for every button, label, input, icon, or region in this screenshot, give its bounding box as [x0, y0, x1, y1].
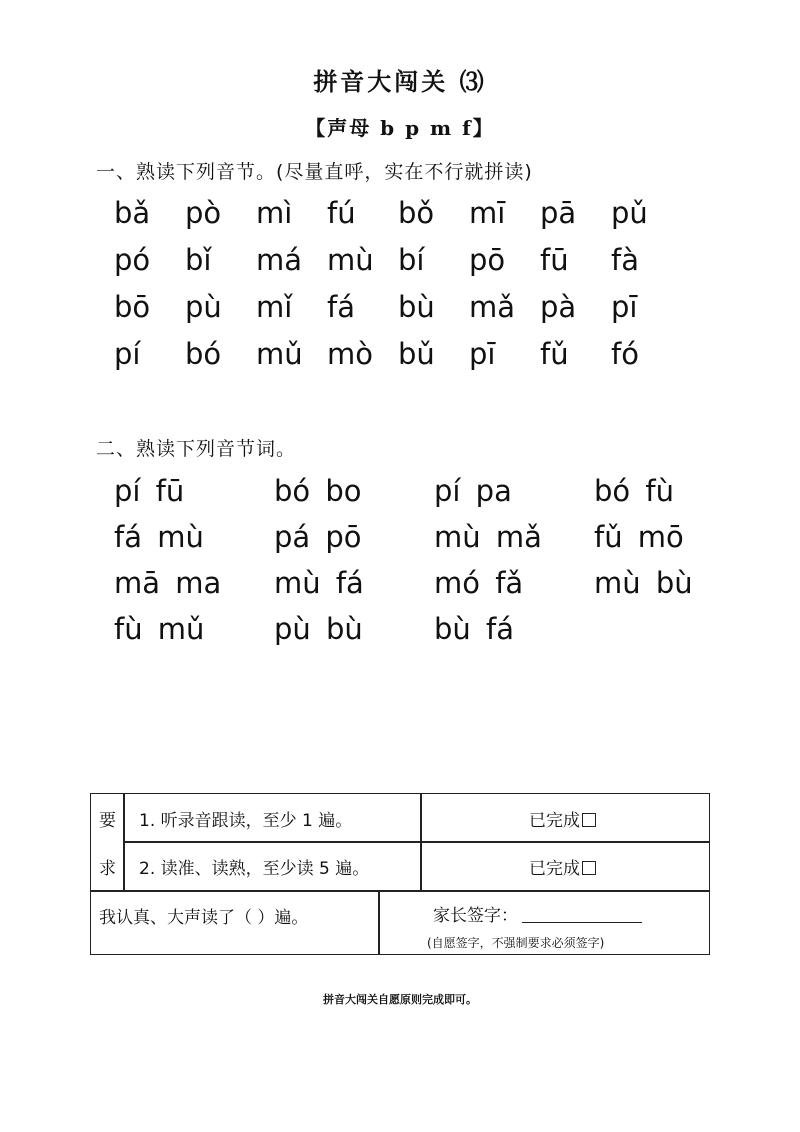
checkbox-icon[interactable] [582, 861, 596, 875]
syllable: bí [398, 243, 425, 277]
syllable-word: bó bo [274, 474, 362, 508]
syllable-word: fǔ mō [594, 520, 684, 554]
syllable: pó [114, 243, 151, 277]
syllable: mī [469, 196, 506, 230]
signature-line[interactable] [522, 906, 642, 923]
requirement-2: 2. 读准、读熟，至少读 5 遍。 [139, 859, 370, 879]
syllable-word: mù mǎ [434, 520, 542, 554]
requirements-table [90, 793, 710, 955]
syllable-word: pù bù [274, 612, 363, 646]
done-status-1 [529, 806, 596, 831]
syllable: bǒ [398, 196, 435, 230]
syllable-word: pá pō [274, 520, 362, 554]
section2-heading: 二、熟读下列音节词。 [96, 438, 297, 460]
syllable: bù [398, 290, 435, 324]
read-count-text: 我认真、大声读了（ ）遍。 [99, 908, 309, 928]
syllable: pō [469, 243, 506, 277]
syllable-word: fá mù [114, 520, 204, 554]
section1-heading: 一、熟读下列音节。(尽量直呼，实在不行就拼读) [96, 161, 533, 183]
syllable-word: mù fá [274, 566, 364, 600]
requirement-1: 1. 听录音跟读，至少 1 遍。 [139, 811, 353, 831]
syllable: pī [469, 337, 496, 371]
requirements-label-bottom: 求 [99, 859, 116, 879]
syllable: bǔ [398, 337, 435, 371]
page-subtitle: 【声母 b p m f】 [305, 116, 495, 140]
syllable-word: mā ma [114, 566, 222, 600]
syllable: bó [185, 337, 222, 371]
syllable-word: bù fá [434, 612, 514, 646]
syllable: mò [327, 337, 373, 371]
parent-signature [433, 901, 642, 926]
checkbox-icon[interactable] [582, 813, 596, 827]
syllable: pò [185, 196, 222, 230]
syllable: pí [114, 337, 141, 371]
syllable-word: mó fǎ [434, 566, 524, 600]
syllable-word: pí pa [434, 474, 512, 508]
syllable: fū [540, 243, 569, 277]
syllable: fǔ [540, 337, 569, 371]
syllable: mǎ [469, 290, 516, 324]
done-label: 已完成 [529, 811, 580, 831]
syllable: fó [611, 337, 639, 371]
requirements-label-top: 要 [99, 811, 116, 831]
word-grid [114, 474, 754, 658]
syllable-grid [114, 196, 682, 384]
syllable-word [594, 612, 754, 658]
syllable: mǔ [256, 337, 303, 371]
syllable-word: mù bù [594, 566, 693, 600]
footer-note: 拼音大闯关自愿原则完成即可。 [323, 993, 477, 1006]
syllable: pī [611, 290, 638, 324]
syllable: bǎ [114, 196, 151, 230]
syllable-word: bó fù [594, 474, 674, 508]
syllable: bǐ [185, 243, 212, 277]
syllable: fú [327, 196, 356, 230]
syllable: mì [256, 196, 293, 230]
syllable: pǔ [611, 196, 648, 230]
syllable: fà [611, 243, 639, 277]
syllable: pā [540, 196, 577, 230]
parent-sign-label: 家长签字： [433, 906, 518, 926]
syllable: mù [327, 243, 374, 277]
done-status-2 [529, 854, 596, 879]
syllable: pù [185, 290, 222, 324]
syllable: mǐ [256, 290, 293, 324]
page-title: 拼音大闯关 ⑶ [313, 67, 487, 96]
done-label: 已完成 [529, 859, 580, 879]
syllable: fá [327, 290, 355, 324]
syllable: bō [114, 290, 151, 324]
syllable-word: fù mǔ [114, 612, 205, 646]
signature-note: (自愿签字，不强制要求必须签字) [427, 936, 605, 950]
syllable: má [256, 243, 303, 277]
syllable-word: pí fū [114, 474, 185, 508]
syllable: pà [540, 290, 577, 324]
